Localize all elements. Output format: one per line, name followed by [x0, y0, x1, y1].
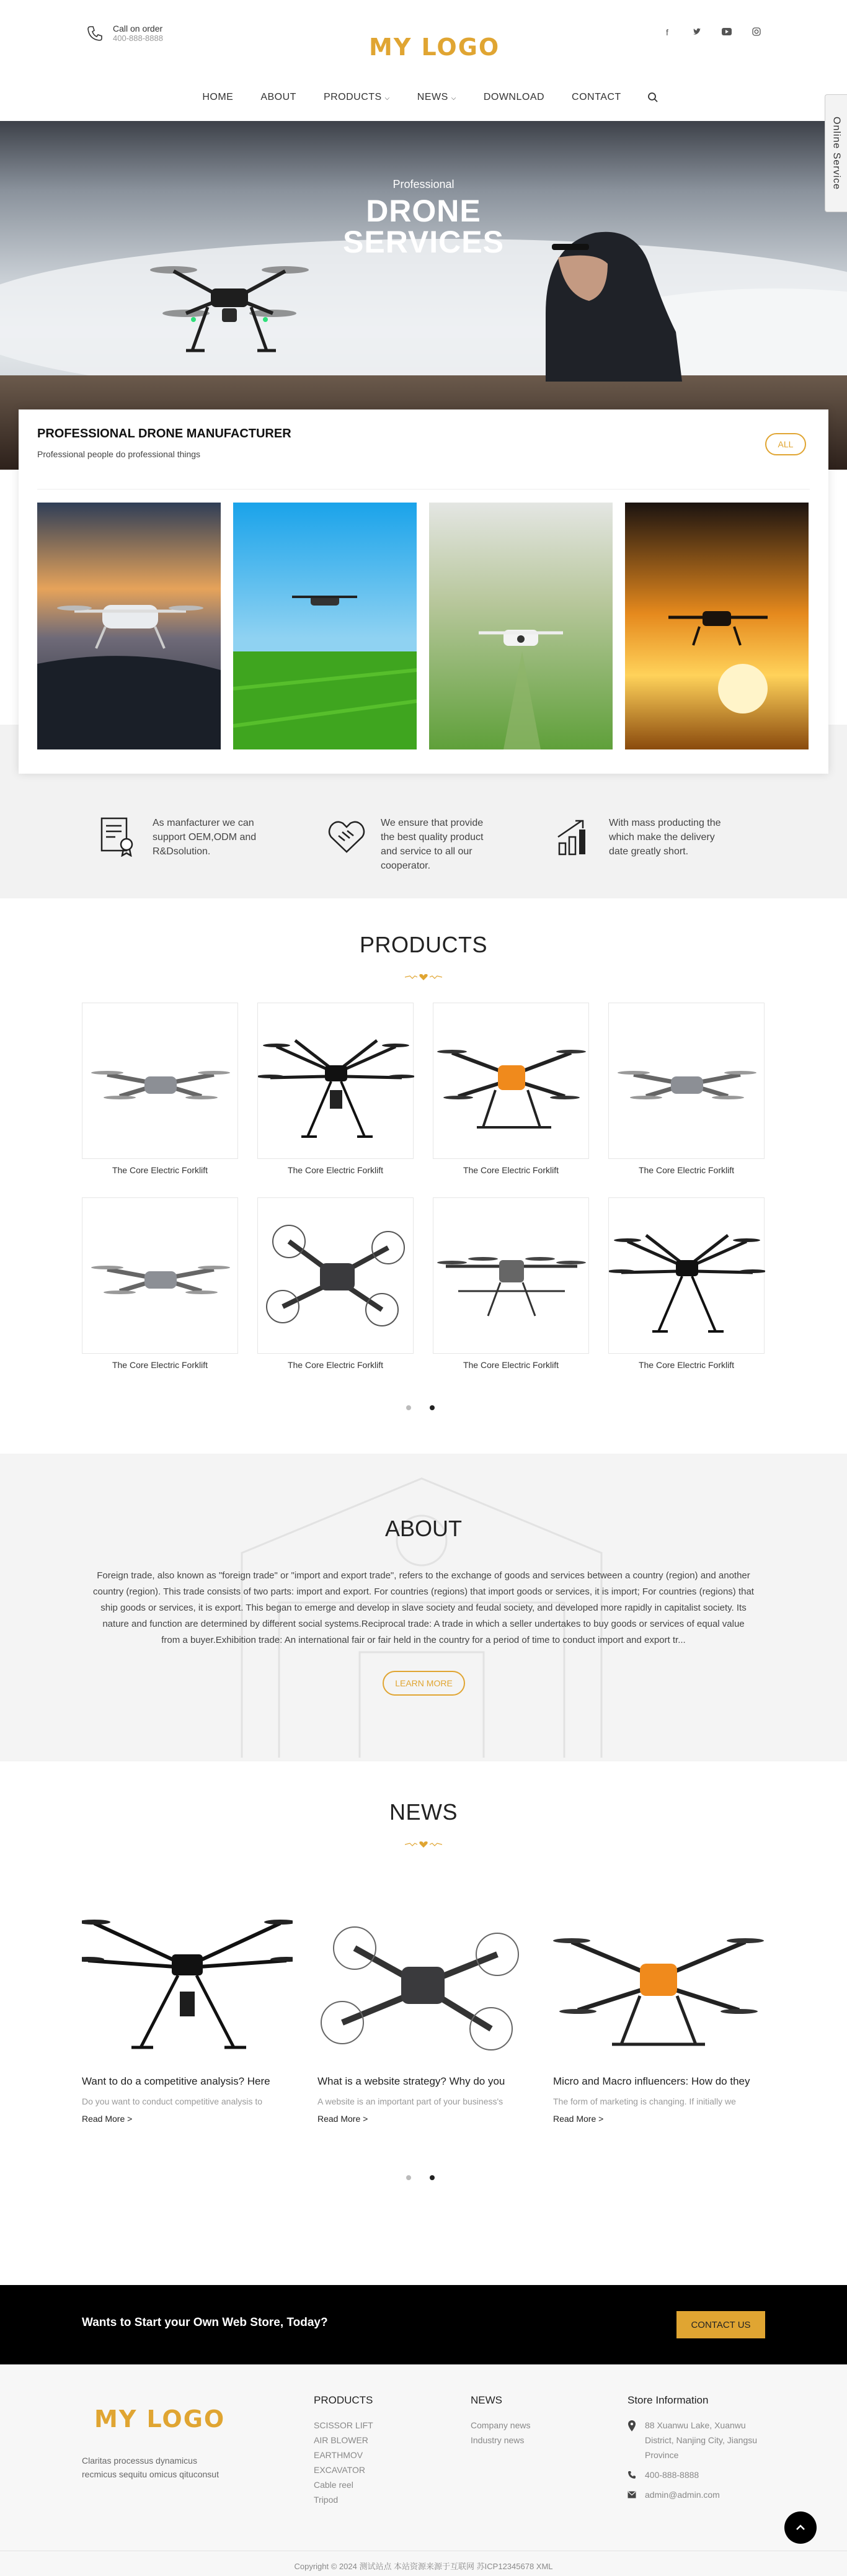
product-image-folding-drone [609, 1003, 765, 1160]
copyright: Copyright © 2024 测试站点 本站资源来源于互联网 苏ICP12345678 XML [0, 2551, 847, 2572]
about-section [0, 1454, 847, 1761]
nav-products[interactable] [310, 92, 404, 103]
site-logo[interactable]: MY LOGO [369, 34, 500, 61]
product-image-folding-drone [82, 1003, 239, 1160]
product-caption[interactable]: The Core Electric Forklift [287, 1360, 384, 1370]
feature-item [98, 816, 270, 859]
heart-divider-icon [405, 1840, 442, 1849]
instagram-icon[interactable] [752, 27, 761, 37]
product-caption[interactable]: The Core Electric Forklift [638, 1360, 735, 1370]
news-title: NEWS [389, 1799, 458, 1825]
footer-link[interactable]: Cable reel [314, 2480, 353, 2490]
cta-text: Wants to Start your Own Web Store, Today? [82, 2316, 328, 2329]
contact-us-button[interactable]: CONTACT US [676, 2311, 765, 2338]
product-card[interactable] [433, 1003, 589, 1159]
store-address [627, 2418, 763, 2462]
pagination-dot-active[interactable] [430, 1405, 435, 1410]
hero-title-line: DRONE [366, 194, 481, 228]
news-image-dark-quadcopter [317, 1898, 528, 2066]
manufacturer-panel [19, 409, 828, 774]
all-button[interactable]: ALL [765, 433, 806, 455]
online-service-label: Online Service [831, 116, 842, 190]
learn-more-button[interactable]: LEARN MORE [383, 1671, 465, 1696]
gallery-image-sunset-silhouette-drone[interactable] [625, 503, 809, 749]
feature-item [326, 816, 499, 873]
phone-icon [86, 24, 104, 43]
online-service-tab[interactable] [825, 94, 847, 212]
youtube-icon[interactable] [722, 27, 732, 37]
news-title-text[interactable]: Micro and Macro influencers: How do they [553, 2075, 750, 2087]
main-nav [0, 92, 847, 103]
footer-link[interactable]: AIR BLOWER [314, 2435, 368, 2445]
heart-divider-icon [405, 973, 442, 982]
product-card[interactable] [257, 1003, 414, 1159]
chevron-down-icon: ⌵ [451, 95, 456, 102]
handshake-icon [326, 816, 367, 857]
products-title: PRODUCTS [359, 932, 487, 957]
read-more-link[interactable]: Read More > [553, 2114, 604, 2124]
news-image-hexacopter [82, 1898, 293, 2066]
call-number[interactable]: 400-888-8888 [113, 34, 163, 43]
hero-subtitle: Professional [392, 178, 455, 190]
chevron-up-icon [796, 2525, 805, 2531]
pagination-dot[interactable] [406, 2175, 411, 2180]
product-image-hexacopter [258, 1003, 414, 1160]
store-email [627, 2487, 763, 2502]
product-caption[interactable]: The Core Electric Forklift [463, 1165, 559, 1175]
news-card[interactable] [82, 1898, 293, 2124]
manufacturer-heading: PROFESSIONAL DRONE MANUFACTURER [37, 427, 291, 441]
product-card[interactable] [82, 1003, 238, 1159]
social-links [662, 27, 761, 37]
footer-link[interactable]: SCISSOR LIFT [314, 2420, 373, 2430]
gallery-image-sunset-drone[interactable] [37, 503, 221, 749]
feature-text: We ensure that provide the best quality product and service to all our cooperator. [381, 818, 484, 871]
site-header [0, 0, 847, 121]
envelope-icon [627, 2491, 636, 2498]
news-card[interactable] [317, 1898, 528, 2124]
gallery-image-field-drone[interactable] [233, 503, 417, 749]
read-more-link[interactable]: Read More > [317, 2114, 368, 2124]
nav-contact[interactable]: CONTACT [572, 92, 621, 102]
footer-link[interactable]: Tripod [314, 2495, 339, 2505]
product-image-folding-drone [82, 1198, 239, 1354]
products-pagination [406, 1405, 435, 1410]
nav-news-label: NEWS [417, 92, 448, 102]
footer-store-heading: Store Information [627, 2394, 709, 2406]
location-pin-icon [627, 2420, 636, 2432]
store-address-text: 88 Xuanwu Lake, Xuanwu District, Nanjing City, Jiangsu Province [645, 2420, 758, 2460]
pagination-dot[interactable] [406, 1405, 411, 1410]
footer-link[interactable]: EXCAVATOR [314, 2465, 365, 2475]
footer-products-column [314, 2394, 373, 2507]
nav-download[interactable]: DOWNLOAD [483, 92, 545, 102]
news-title-text[interactable]: Want to do a competitive analysis? Here [82, 2075, 270, 2087]
nav-home[interactable]: HOME [202, 92, 234, 102]
product-caption[interactable]: The Core Electric Forklift [638, 1165, 735, 1175]
product-card[interactable] [608, 1197, 765, 1354]
certificate-icon [98, 816, 139, 857]
cta-bar [0, 2285, 847, 2364]
footer-news-column [471, 2394, 531, 2448]
news-excerpt: A website is an important part of your business's [317, 2096, 503, 2106]
search-icon[interactable] [647, 92, 659, 103]
hero-title-line: SERVICES [343, 225, 504, 259]
call-info[interactable] [86, 24, 163, 43]
footer-link[interactable]: EARTHMOV [314, 2450, 363, 2460]
pagination-dot-active[interactable] [430, 2175, 435, 2180]
gallery-image-grass-drone[interactable] [429, 503, 613, 749]
chevron-down-icon: ⌵ [384, 95, 390, 102]
news-card[interactable] [553, 1898, 764, 2124]
footer-news-heading: NEWS [471, 2394, 502, 2406]
about-title: ABOUT [384, 1516, 462, 1541]
product-caption[interactable]: The Core Electric Forklift [112, 1360, 208, 1370]
footer-link[interactable]: Industry news [471, 2435, 525, 2445]
footer-description: Claritas processus dynamicus recmicus sequitu omicus qituconsut [82, 2456, 219, 2479]
divider-line [37, 489, 810, 490]
product-caption[interactable]: The Core Electric Forklift [112, 1165, 208, 1175]
nav-products-label: PRODUCTS [323, 92, 382, 102]
hero-title [0, 195, 847, 257]
call-label: Call on order [113, 24, 163, 34]
product-caption[interactable]: The Core Electric Forklift [463, 1360, 559, 1370]
site-footer [0, 2364, 847, 2576]
product-card[interactable] [257, 1197, 414, 1354]
product-caption[interactable]: The Core Electric Forklift [287, 1165, 384, 1175]
feature-item [554, 816, 727, 859]
feature-text: With mass producting the which make the delivery date greatly short. [609, 818, 721, 857]
product-image-dark-quadcopter [258, 1198, 414, 1354]
news-title-text[interactable]: What is a website strategy? Why do you [317, 2075, 505, 2087]
phone-icon [627, 2471, 636, 2479]
store-email-text[interactable]: admin@admin.com [645, 2490, 720, 2500]
twitter-icon[interactable] [692, 27, 702, 37]
footer-products-heading: PRODUCTS [314, 2394, 373, 2406]
product-image-agri-drone-orange [433, 1003, 590, 1160]
product-card[interactable] [82, 1197, 238, 1354]
news-excerpt: Do you want to conduct competitive analysis to [82, 2096, 263, 2106]
back-to-top-button[interactable] [784, 2511, 817, 2544]
product-image-agri-drone-grey [433, 1198, 590, 1354]
nav-about[interactable]: ABOUT [260, 92, 296, 102]
product-card[interactable] [433, 1197, 589, 1354]
store-phone [627, 2467, 763, 2482]
news-excerpt: The form of marketing is changing. If initially we [553, 2096, 736, 2106]
footer-store-column [627, 2394, 763, 2507]
read-more-link[interactable]: Read More > [82, 2114, 133, 2124]
about-text: Foreign trade, also known as "foreign trade" or "import and export trade", refers to the exchange of goods and services between a country (region) and another country (region). This trade consists of two parts: import and export. For countries (regions) that import goods or services, it is import; For countries (regions) that ship goods or services, it is export. This began to emerge and develop in slave society and feudal society, and developed more rapidly in capitalist society. Its nature and function are determined by different social systems.Reciprocal trade: A trade in which a seller undertakes to buy goods or services of equal value from a buyer.Exhibition trade: An international fair or fair held in the country for a period of time to conduct import and export tr... [93, 1570, 754, 1645]
feature-text: As manfacturer we can support OEM,ODM and R&Dsolution. [153, 818, 257, 857]
hero-drone-image [149, 245, 310, 369]
product-image-hexacopter [609, 1198, 765, 1354]
manufacturer-subtitle: Professional people do professional things [37, 449, 201, 459]
footer-link[interactable]: Company news [471, 2420, 531, 2430]
growth-chart-icon [554, 816, 595, 857]
news-image-agri-drone [553, 1898, 764, 2066]
store-phone-text[interactable]: 400-888-8888 [645, 2470, 699, 2480]
facebook-icon[interactable]: f [666, 27, 668, 37]
footer-logo[interactable]: MY LOGO [94, 2405, 226, 2433]
news-pagination [406, 2175, 435, 2180]
nav-news[interactable] [404, 92, 470, 103]
product-card[interactable] [608, 1003, 765, 1159]
